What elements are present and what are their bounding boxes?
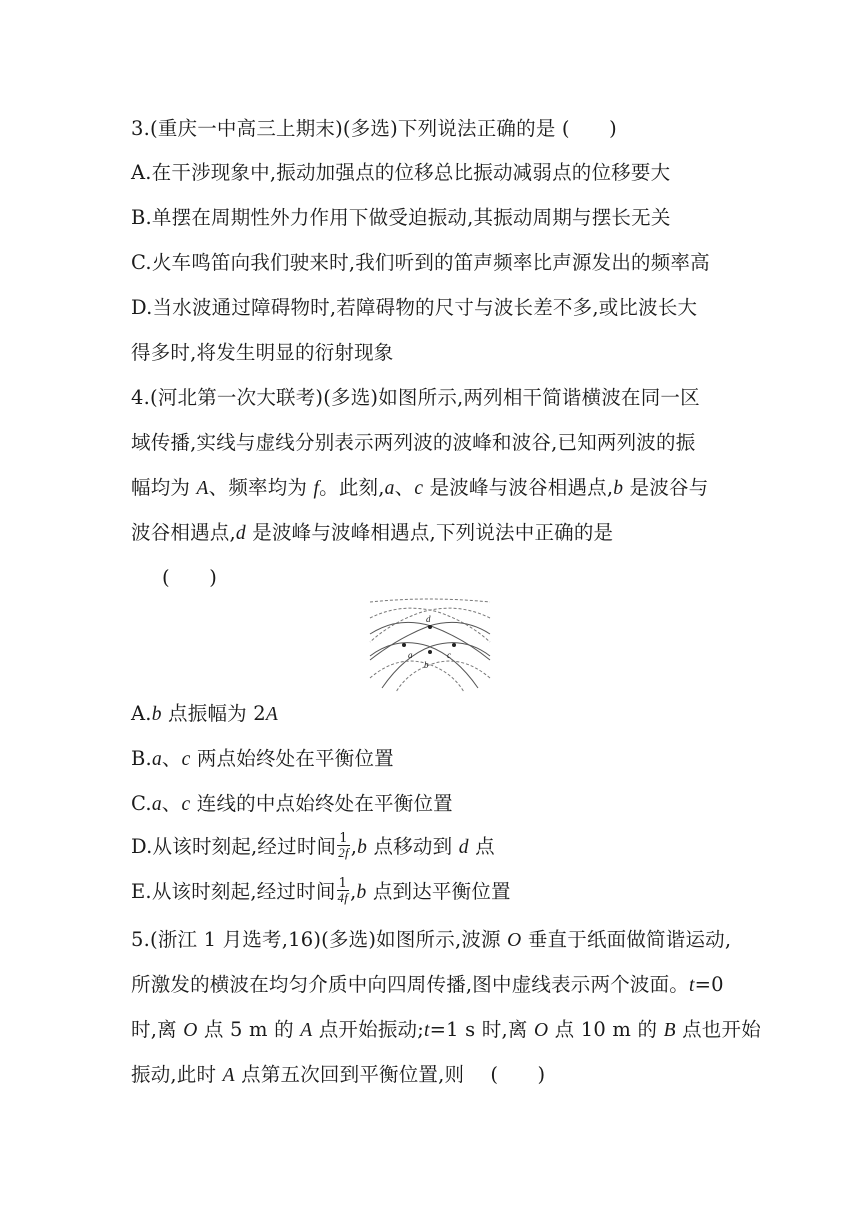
q4-option-d: D.从该时刻起,经过时间 $\frac{1}{2f}$ ,b 点移动到 d 点 [131,831,495,860]
fraction-one-over-2f: $\frac{1}{2f}$ [338,831,349,860]
q3-option-d: D.当水波通过障碍物时,若障碍物的尺寸与波长差不多,或比波长大 [131,296,698,319]
q4-stem-line-3: 幅均为 A、频率均为 f。此刻,a、c 是波峰与波谷相遇点,b 是波谷与 [131,476,709,499]
q4-option-e: E.从该时刻起,经过时间 $\frac{1}{4f}$ ,b 点到达平衡位置 [131,876,511,905]
figure-label-d: d [426,614,431,624]
q4-stem-line-2: 域传播,实线与虚线分别表示两列波的波峰和波谷,已知两列波的振 [131,431,696,454]
q3-option-d-continued: 得多时,将发生明显的衍射现象 [131,341,394,364]
q4-answer-bracket: ( ) [162,566,218,589]
figure-label-a: a [408,650,413,660]
q5-stem-line-2: 所激发的横波在均匀介质中向四周传播,图中虚线表示两个波面。t=0 [131,973,724,996]
q3-option-a: A.在干涉现象中,振动加强点的位移总比振动减弱点的位移要大 [131,161,671,184]
q3-stem: 3.(重庆一中高三上期末)(多选)下列说法正确的是 ( ) [131,117,617,140]
q4-option-a: A.b 点振幅为 2A [131,702,278,725]
fraction-one-over-4f: $\frac{1}{4f}$ [337,876,349,905]
figure-label-b: b [424,660,429,670]
q5-stem-line-4: 振动,此时 A 点第五次回到平衡位置,则 ( ) [131,1063,546,1086]
wave-interference-figure [368,598,492,692]
q4-stem-line-1: 4.(河北第一次大联考)(多选)如图所示,两列相干简谐横波在同一区 [131,386,700,409]
q3-option-b: B.单摆在周期性外力作用下做受迫振动,其振动周期与摆长无关 [131,206,671,229]
q3-option-c: C.火车鸣笛向我们驶来时,我们听到的笛声频率比声源发出的频率高 [131,251,710,274]
q4-option-b: B.a、c 两点始终处在平衡位置 [131,747,394,770]
q5-stem-line-3: 时,离 O 点 5 m 的 A 点开始振动;t=1 s 时,离 O 点 10 m 的 B 点也开始 [131,1018,761,1041]
q4-stem-line-4: 波谷相遇点,d 是波峰与波峰相遇点,下列说法中正确的是 [131,521,614,544]
figure-label-c: c [447,650,451,660]
q4-option-c: C.a、c 连线的中点始终处在平衡位置 [131,792,453,815]
q5-stem-line-1: 5.(浙江 1 月选考,16)(多选)如图所示,波源 O 垂直于纸面做简谐运动, [131,928,732,951]
